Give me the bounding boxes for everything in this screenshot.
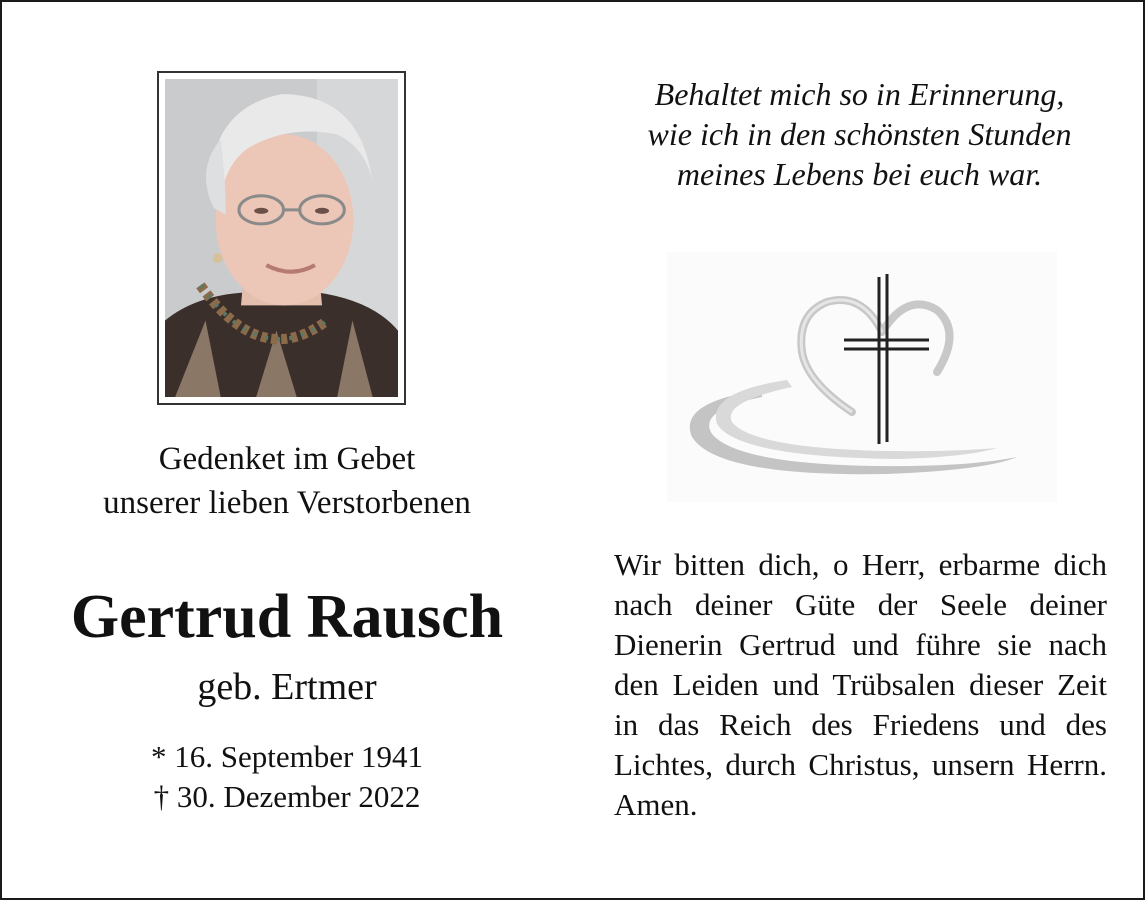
remember-line-2: unserer lieben Verstorbenen xyxy=(103,485,471,521)
death-date: † 30. Dezember 2022 xyxy=(153,779,421,814)
quote-line-3: meines Lebens bei euch war. xyxy=(676,156,1043,192)
quote-line-2: wie ich in den schönsten Stunden xyxy=(647,116,1072,152)
quote-line-1: Behaltet mich so in Erinnerung, xyxy=(654,76,1065,112)
remembrance-text xyxy=(42,437,532,525)
heart-cross-icon xyxy=(667,252,1057,502)
portrait-frame xyxy=(157,71,406,405)
portrait-photo xyxy=(165,79,398,397)
quote xyxy=(602,74,1117,194)
life-dates xyxy=(42,737,532,817)
birth-date: * 16. September 1941 xyxy=(150,739,424,774)
maiden-name: geb. Ertmer xyxy=(197,666,377,708)
deceased-name: Gertrud Rausch xyxy=(70,583,504,651)
prayer-text: Wir bitten dich, o Herr, erbarme dich nach deiner Güte der Seele deiner Dienerin Gertrud und führe sie nach den Leiden und Trübsalen dieser Zeit in das Reich des Friedens und des Lichtes, durch Christus, unsern Herrn. Amen. xyxy=(614,547,1107,822)
remember-line-1: Gedenket im Gebet xyxy=(158,441,416,477)
